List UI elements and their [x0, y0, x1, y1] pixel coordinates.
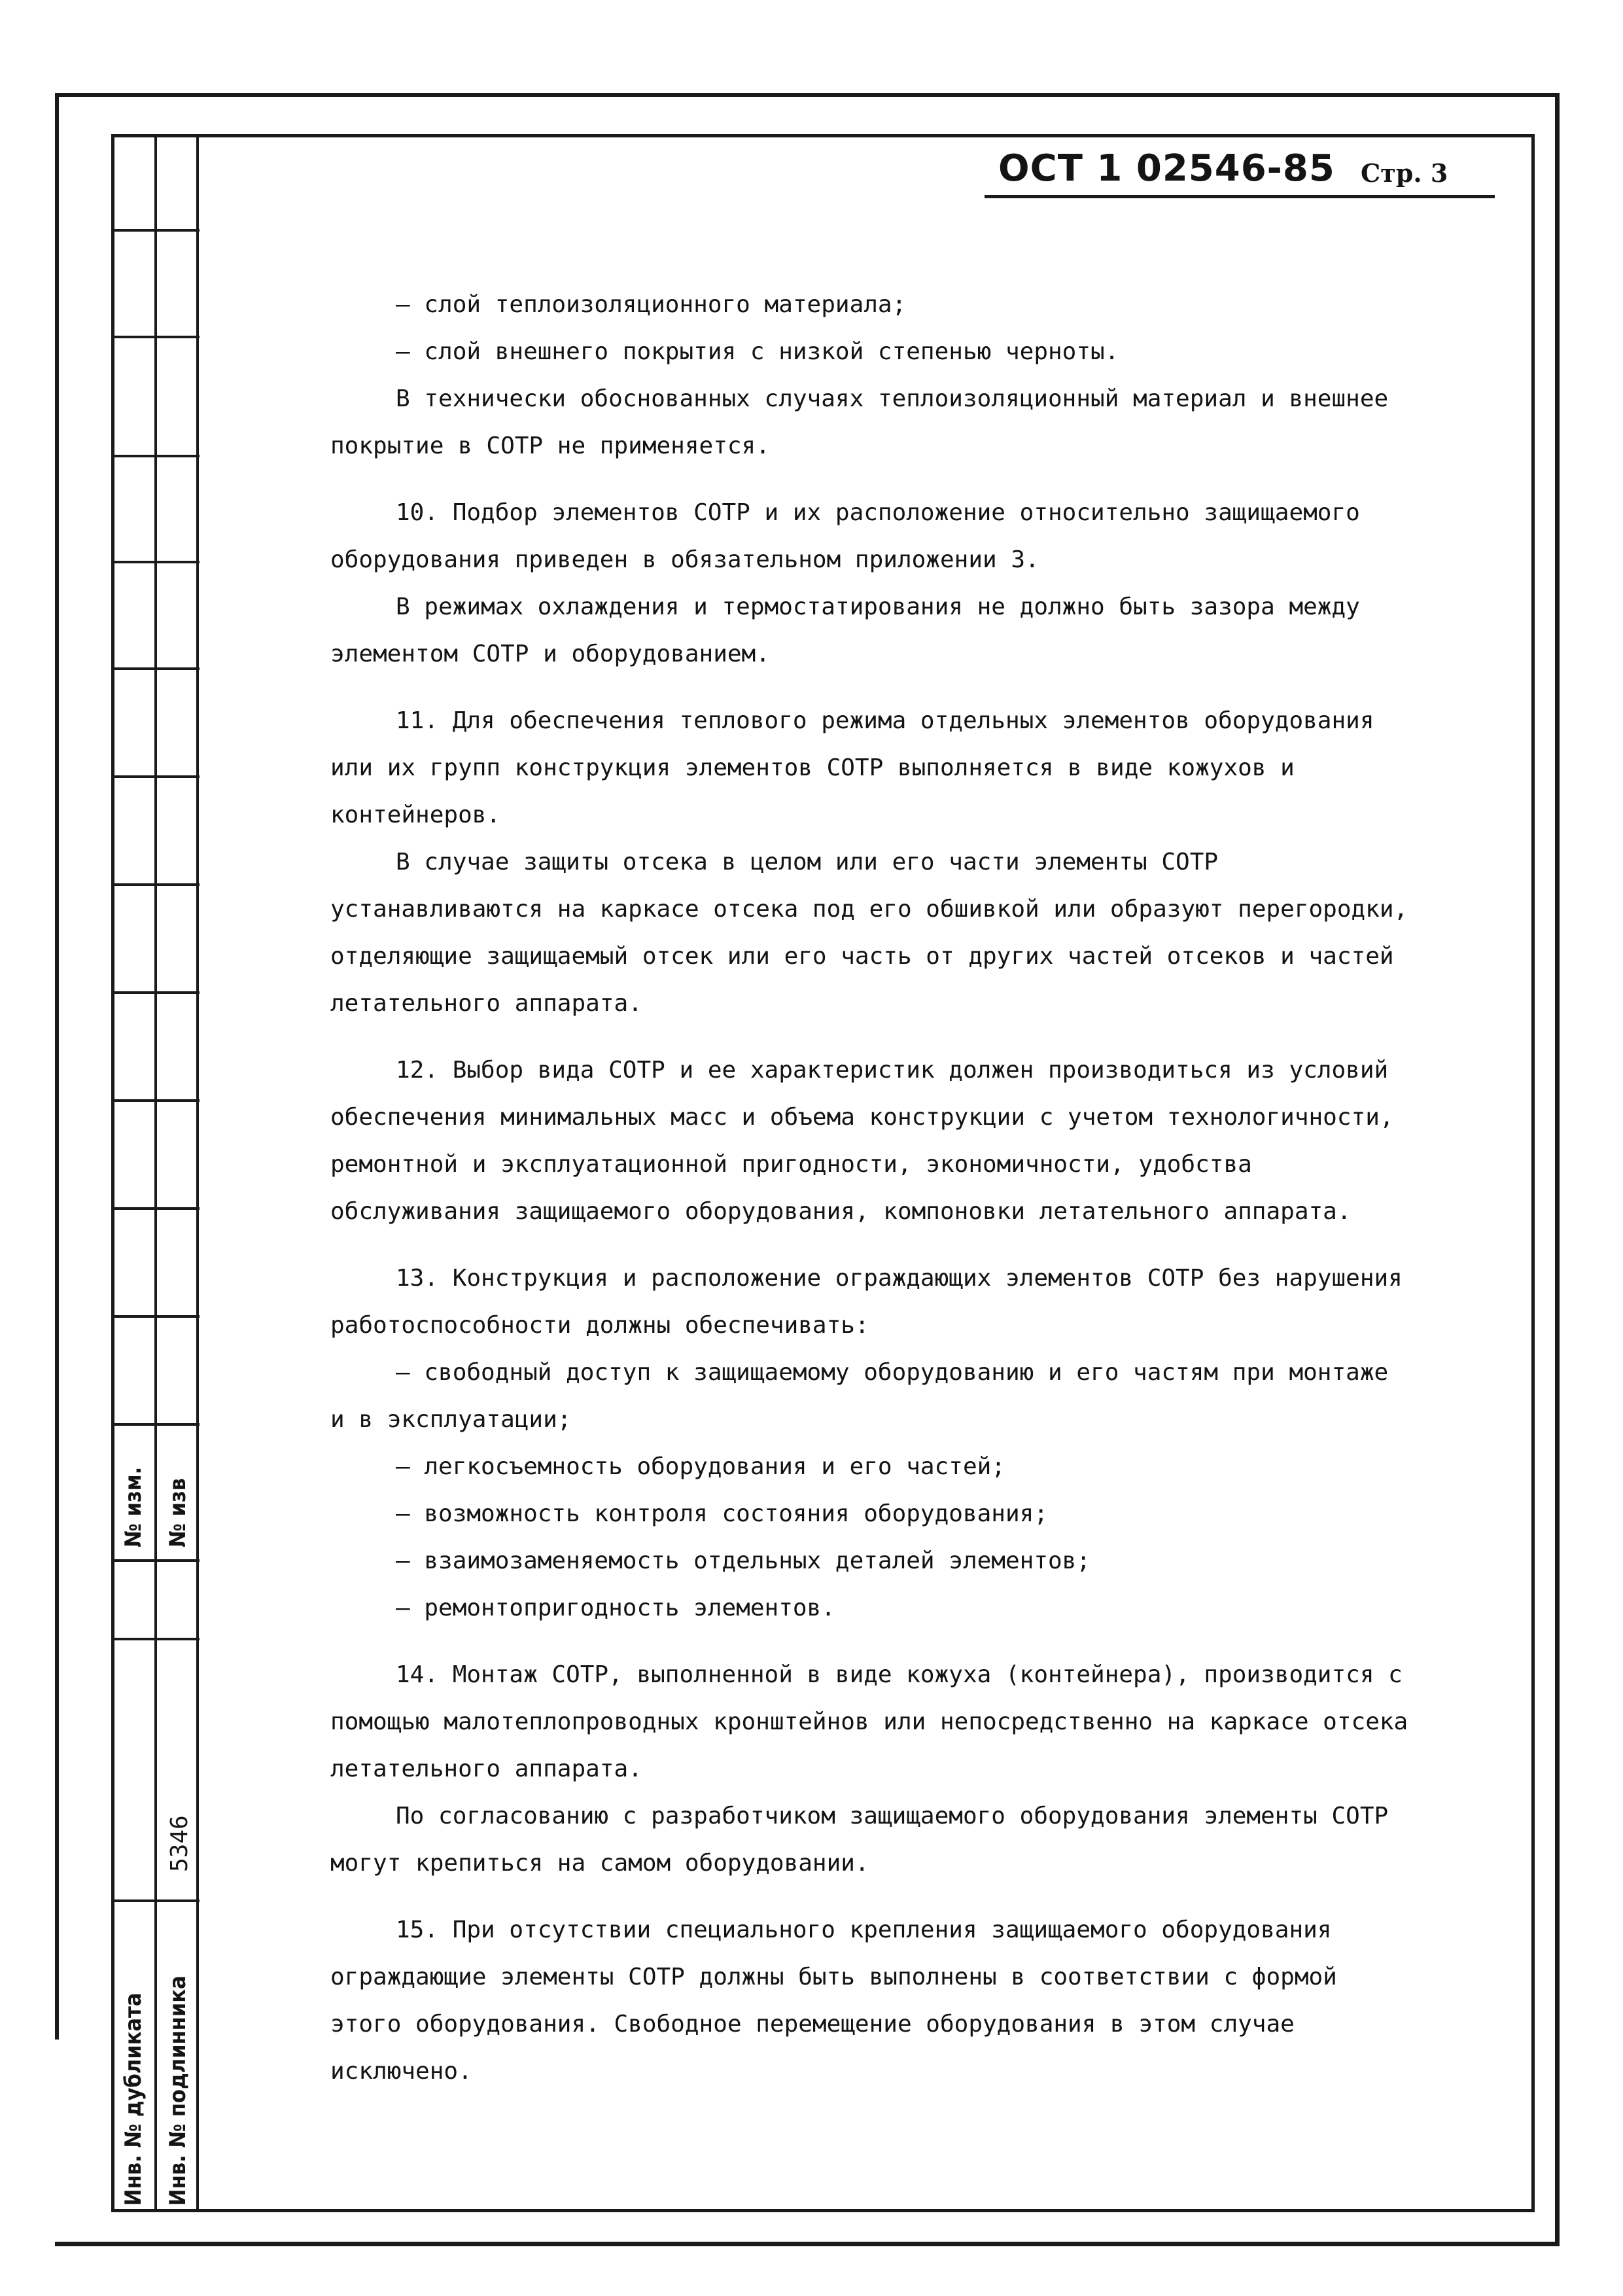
clause-14: 14. Монтаж СОТР, выполненной в виде кожуха (контейнера), производится с помощью малотеплопроводных кронштейнов или непосредственно на каркасе отсека летательного аппарата.: [330, 1661, 1408, 1782]
sheet-left-edge: [55, 93, 59, 2040]
paragraph: В случае защиты отсека в целом или его части элементы СОТР устанавливаются на каркасе отсека под его обшивкой или образуют перегородки, отделяющие защищаемый отсек или его часть от других частей отсеков и частей летательного аппарата.: [330, 849, 1408, 1017]
list-item: – возможность контроля состояния оборудования;: [396, 1500, 1048, 1527]
list-item: – слой теплоизоляционного материала;: [396, 291, 907, 318]
stamp-row-divider: [111, 775, 200, 778]
paragraph: В режимах охлаждения и термостатирования не должно быть зазора между элементом СОТР и оборудованием.: [330, 593, 1360, 667]
list-item: – взаимозаменяемость отдельных деталей элементов;: [396, 1547, 1091, 1574]
header-underline: [985, 195, 1495, 198]
izm-label: № изм.: [120, 1466, 147, 1547]
page-number: Стр. 3: [1361, 158, 1448, 188]
stamp-sidebar: [111, 134, 200, 2212]
document-code: ОСТ 1 02546-85: [998, 147, 1335, 190]
dublikat-label: Инв. № дубликата: [120, 1992, 147, 2206]
izv-label: № изв: [165, 1477, 191, 1547]
stamp-row-divider: [111, 667, 200, 670]
document-body: [330, 281, 1416, 2095]
stamp-row-divider: [111, 1899, 200, 1902]
list-item: – свободный доступ к защищаемому оборудованию и его частям при монтаже и в эксплуатации;: [330, 1359, 1389, 1433]
clause-13: 13. Конструкция и расположение ограждающих элементов СОТР без нарушения работоспособности должны обеспечивать:: [330, 1265, 1403, 1339]
clause-12: 12. Выбор вида СОТР и ее характеристик должен производиться из условий обеспечения минимальных масс и объема конструкции с учетом технологичности, ремонтной и эксплуатационной пригодности, экономичности, удобства обслуживания защищаемого оборудования, компоновки летательного аппарата.: [330, 1057, 1394, 1225]
stamp-number-value: 5346: [166, 1815, 193, 1872]
podlinnik-label: Инв. № подлинника: [165, 1975, 191, 2206]
list-item: – ремонтопригодность элементов.: [396, 1595, 835, 1621]
stamp-row-divider: [111, 336, 200, 338]
stamp-row-divider: [111, 229, 200, 232]
stamp-row-divider: [111, 1559, 200, 1562]
clause-10: 10. Подбор элементов СОТР и их расположение относительно защищаемого оборудования приведен в обязательном приложении 3.: [330, 499, 1360, 573]
stamp-row-divider: [111, 561, 200, 563]
stamp-row-divider: [111, 1423, 200, 1426]
stamp-row-divider: [111, 1315, 200, 1318]
stamp-row-divider: [111, 1207, 200, 1210]
stamp-row-divider: [111, 883, 200, 886]
stamp-row-divider: [111, 1099, 200, 1102]
list-item: – слой внешнего покрытия с низкой степенью черноты.: [396, 338, 1119, 365]
paragraph: В технически обоснованных случаях теплоизоляционный материал и внешнее покрытие в СОТР не применяется.: [330, 385, 1389, 459]
paragraph: По согласованию с разработчиком защищаемого оборудования элементы СОТР могут крепиться на самом оборудовании.: [330, 1803, 1389, 1877]
clause-11: 11. Для обеспечения теплового режима отдельных элементов оборудования или их групп конструкция элементов СОТР выполняется в виде кожухов и контейнеров.: [330, 707, 1374, 828]
clause-15: 15. При отсутствии специального крепления защищаемого оборудования ограждающие элементы СОТР должны быть выполнены в соответствии с формой этого оборудования. Свободное перемещение оборудования в этом случае исключено.: [330, 1916, 1337, 2085]
stamp-row-divider: [111, 1638, 200, 1640]
stamp-row-divider: [111, 991, 200, 994]
list-item: – легкосъемность оборудования и его частей;: [396, 1453, 1005, 1480]
stamp-row-divider: [111, 455, 200, 457]
